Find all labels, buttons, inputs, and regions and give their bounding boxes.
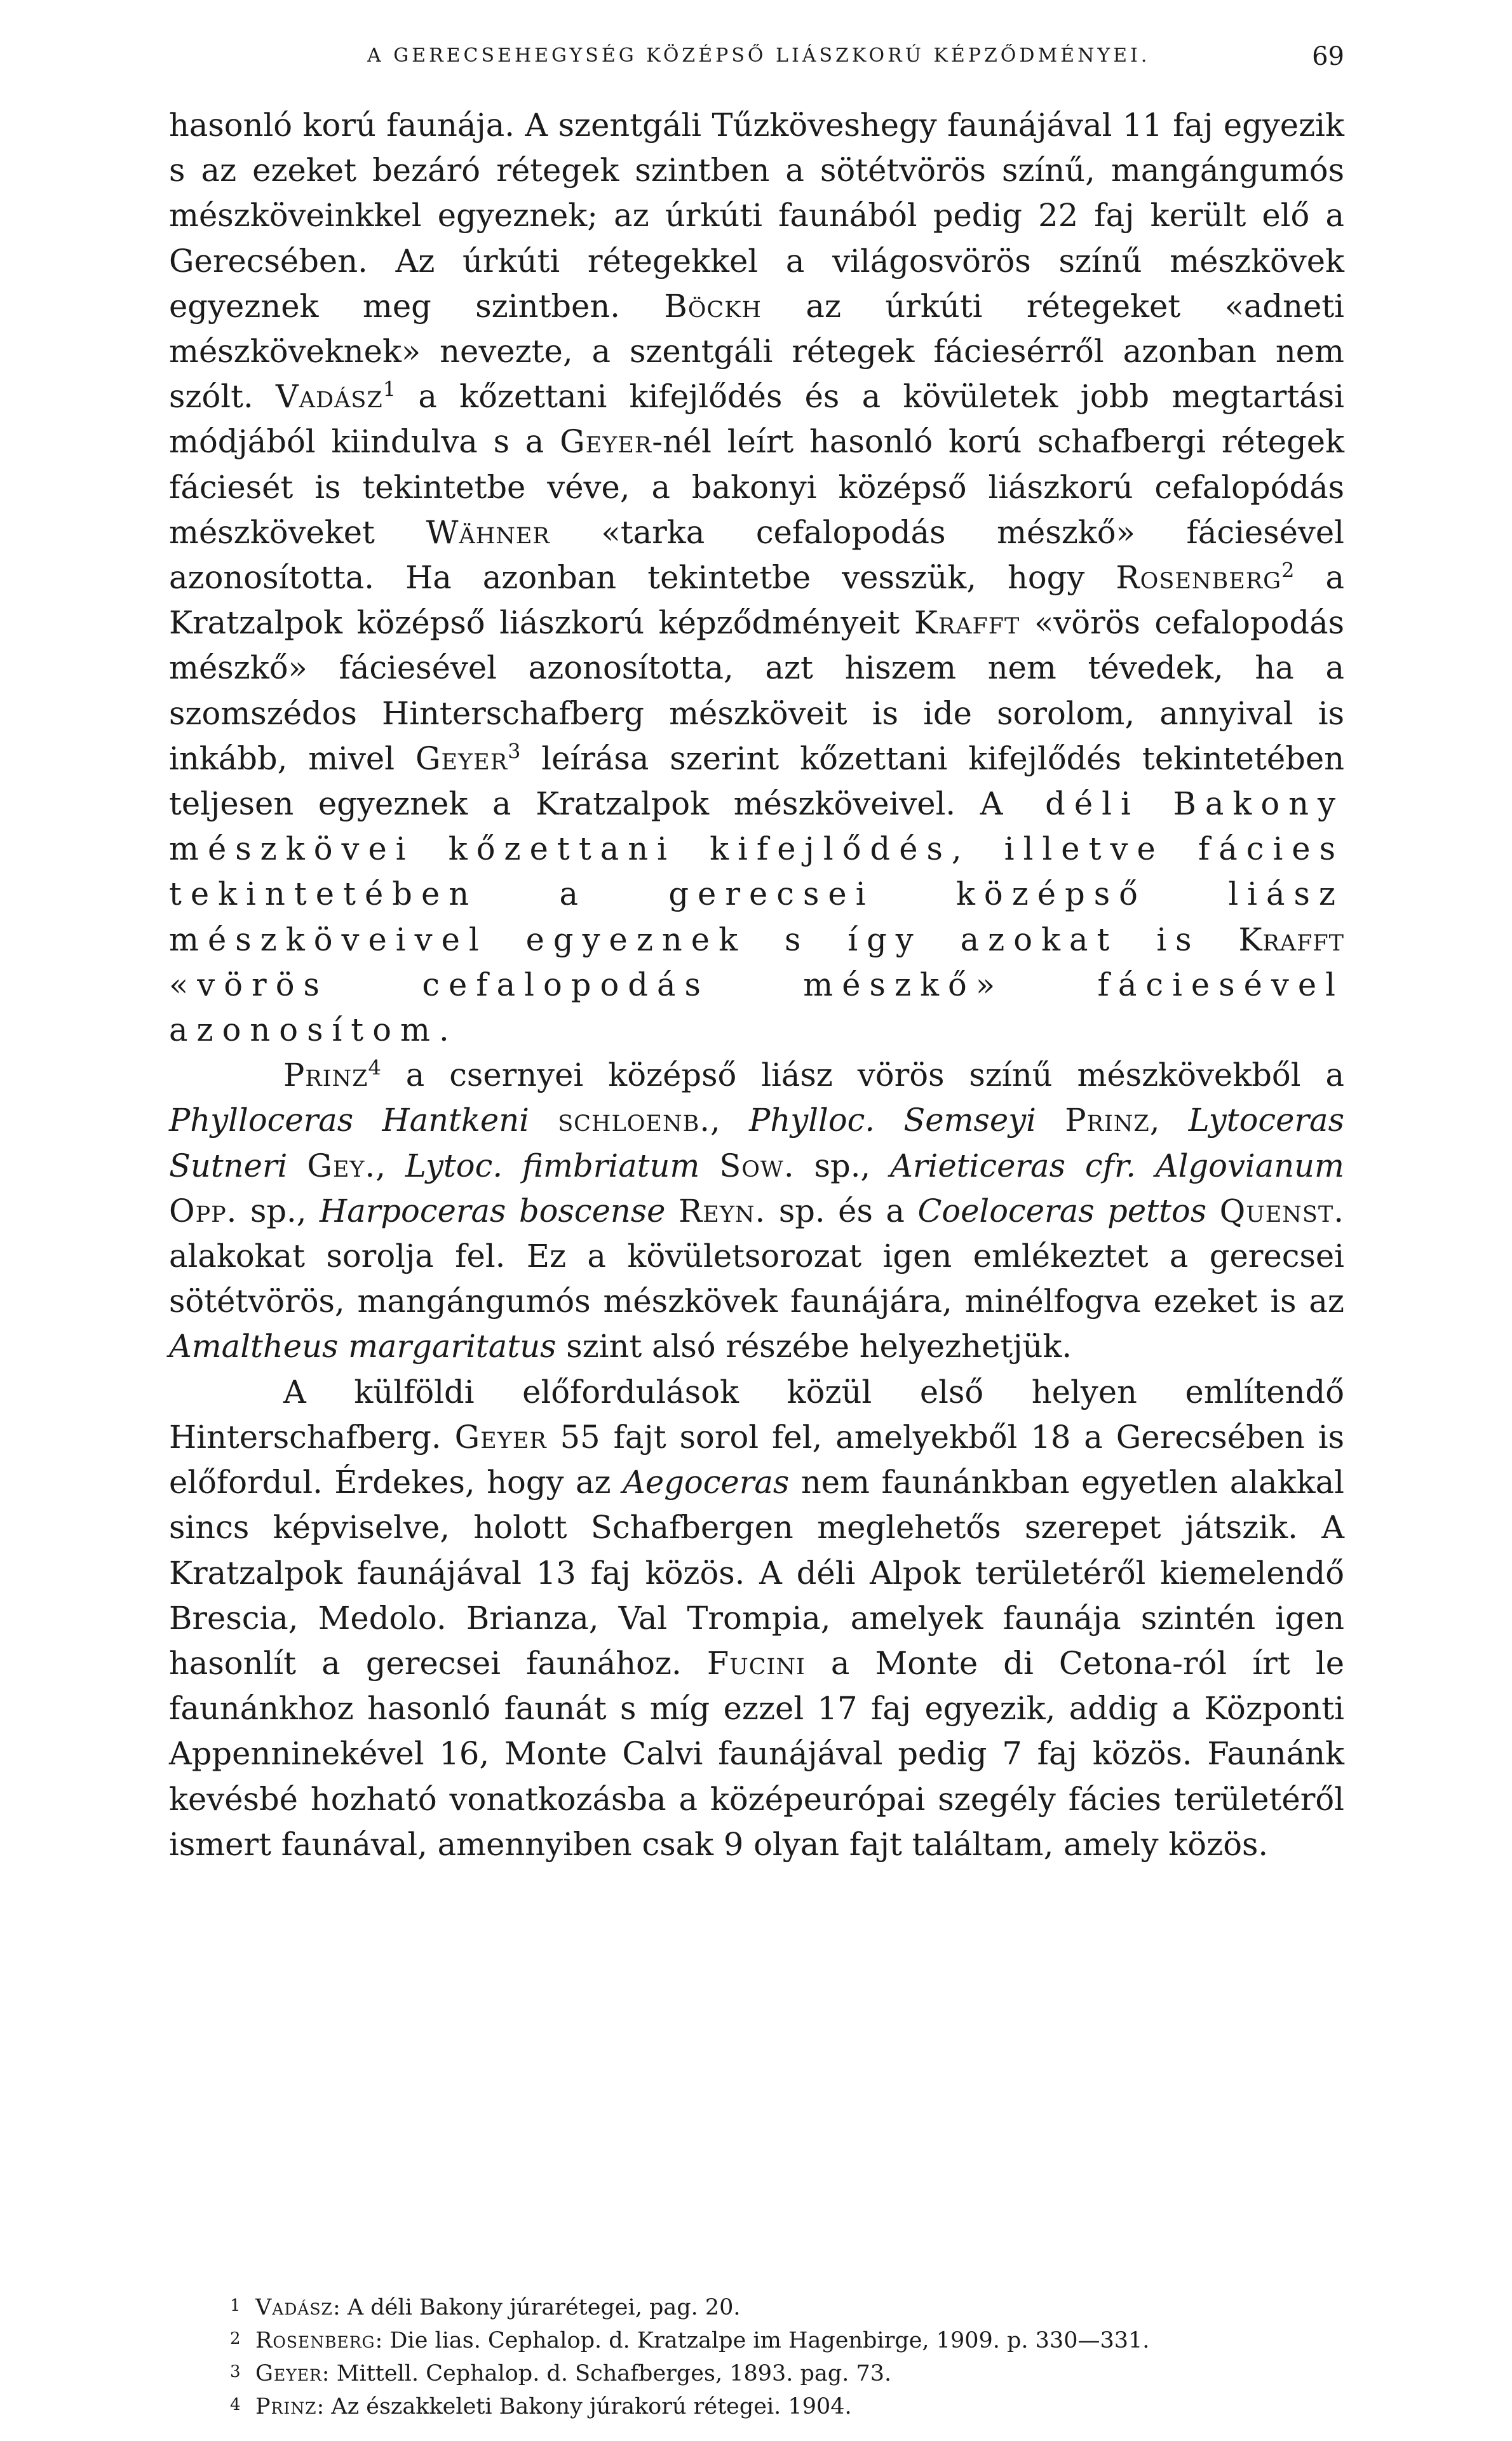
text-run: leírása szerint kőzettani kifejlődés tekintetében teljesen egyeznek a Kratzalpok mészköveivel. (169, 740, 1345, 823)
footnote-4 (169, 2390, 1344, 2423)
paragraph-2 (169, 1053, 1344, 1369)
footnote-2 (169, 2323, 1344, 2356)
text-run: a Kratzalpok középső liászkorú képződményeit (169, 559, 1344, 642)
author-name: Geyer (454, 1418, 547, 1456)
text-run: sp., (794, 1147, 891, 1184)
text-run: az úrkúti rétegeket «adneti mészköveknek» nevezte, a szentgáli rétegek fáciesérről azonban nem szólt. (169, 287, 1344, 416)
paragraph-1 (169, 103, 1344, 1053)
text-run: , (710, 1102, 750, 1139)
species-author: Prinz (1065, 1102, 1150, 1139)
author-name: Prinz (283, 1057, 368, 1094)
footnote-ref-4: 4 (368, 1055, 381, 1080)
text-run: 55 fajt sorol fel, amelyekből 18 a Gerecsében is előfordul. Érdekes, hogy az (169, 1418, 1344, 1501)
text-run: a kőzettani kifejlődés és a kövületek jobb megtartási módjából kiindulva s a (169, 378, 1344, 461)
species-author: Quenst. (1219, 1192, 1344, 1229)
footnote-3 (169, 2356, 1344, 2390)
author-name: Fucini (706, 1644, 806, 1682)
footnote-text: : Die lias. Cephalop. d. Kratzalpe im Hagenbirge, 1909. p. 330—331. (375, 2328, 1150, 2353)
author-name: Böckh (664, 287, 762, 325)
text-run: nem faunánkban egyetlen alakkal sincs képviselve, holott Schafbergen meglehetős szerepet játszik. A Kratzalpok faunájával 13 faj közös. A déli Alpok területéről kiemelendő Brescia, Medolo. Brianza, Val Trompia, amelyek faunája szintén igen hasonlít a gerecsei faunához. (169, 1464, 1344, 1682)
text-run: szint alsó részébe helyezhetjük. (556, 1328, 1072, 1365)
text-run: alakokat sorolja fel. Ez a kövületsorozat igen emlékeztet a gerecsei sötétvörös, mangángumós mészkövek faunájára, minélfogva ezeket is az (169, 1238, 1344, 1320)
author-name: Krafft (1238, 921, 1344, 958)
text-run: a csernyei középső liász vörös színű mészkövekből a (381, 1057, 1344, 1094)
text-run: sp. és a (766, 1192, 918, 1229)
footnote-ref-2: 2 (1281, 558, 1295, 583)
species-author: Opp. (169, 1192, 238, 1229)
text-run: «vörös cefalopodás mészkő» fáciesével azonosította, azt hiszem nem tévedek, ha a szomszédos Hinterschafberg mészköveit is ide sorolom, annyival is inkább, mivel (169, 604, 1344, 777)
footnote-author: Prinz (255, 2394, 317, 2419)
species-author: Gey. (307, 1147, 376, 1184)
text-run: sp., (237, 1192, 320, 1229)
text-run: , (375, 1147, 405, 1184)
text-run: «tarka cefalopodás mészkő» fáciesével azonosította. Ha azonban tekintetbe vesszük, hogy (169, 513, 1344, 597)
footnote-number: 4 (230, 2395, 241, 2414)
spaced-emphasis: A déli Bakony mészkövei kőzettani kifejlődés, illetve fácies tekintetében a gerecsei középső liász mészköveivel egyeznek s így azokat is (169, 785, 1344, 958)
page-number: 69 (1312, 42, 1344, 71)
footnote-ref-3: 3 (508, 739, 521, 764)
species-name: Coeloceras pettos (917, 1192, 1207, 1229)
footnote-ref-1: 1 (382, 377, 396, 402)
author-name: Wähner (426, 513, 550, 551)
footnote-number: 3 (230, 2362, 241, 2381)
footnote-text: : Az északkeleti Bakony júrakorú rétegei. 1904. (316, 2394, 852, 2419)
species-name: Amaltheus margaritatus (169, 1328, 557, 1365)
page-header (169, 37, 1344, 78)
species-name: Lytoceras Sutneri (169, 1102, 1344, 1184)
species-author: Sow. (719, 1147, 795, 1184)
footnotes (169, 2290, 1344, 2423)
text-run: -nél leírt hasonló korú schafbergi rétegek fáciesét is tekintetbe véve, a bakonyi középső liászkorú cefalopódás mészköveket (169, 423, 1344, 551)
spaced-emphasis: «vörös cefalopodás mészkő» fáciesével azonosítom. (169, 966, 1344, 1049)
species-author: schloenb. (558, 1102, 711, 1139)
footnote-text: : A déli Bakony júrarétegei, pag. 20. (332, 2295, 741, 2320)
author-name: Vadász (276, 378, 383, 416)
species-name: Arieticeras cfr. Algovianum (890, 1147, 1344, 1184)
paragraph-3 (169, 1370, 1344, 1867)
text-run: hasonló korú faunája. A szentgáli Tűzköveshegy faunájával 11 faj egyezik s az ezeket bezáró rétegek szintben a sötétvörös színű, mangángumós mészköveinkkel egyeznek; az úrkúti faunából pedig 22 faj került elő a Gerecsében. Az úrkúti rétegekkel a világosvörös színű mészkövek egyeznek meg szintben. (169, 107, 1344, 325)
author-name: Geyer (560, 423, 652, 461)
species-author: Reyn. (678, 1192, 766, 1229)
text-run: A külföldi előfordulások közül első helyen említendő Hinterschafberg. (169, 1373, 1344, 1456)
species-name: Phylloc. Semseyi (749, 1102, 1037, 1139)
footnote-number: 1 (230, 2296, 241, 2315)
footnote-text: : Mittell. Cephalop. d. Schafberges, 1893. pag. 73. (321, 2361, 892, 2386)
species-name: Phylloceras Hantkeni (169, 1102, 529, 1139)
author-name: Rosenberg (1116, 559, 1282, 597)
text-run: , (1149, 1102, 1189, 1139)
genus-name: Aegoceras (623, 1464, 790, 1501)
footnote-1 (169, 2290, 1344, 2323)
running-head: A GERECSEHEGYSÉG KÖZÉPSŐ LIÁSZKORÚ KÉPZŐDMÉNYEI. (367, 44, 1151, 67)
footnote-number: 2 (230, 2329, 241, 2348)
species-name: Lytoc. fimbriatum (405, 1147, 700, 1184)
footnote-author: Vadász (255, 2295, 333, 2320)
footnote-author: Rosenberg (255, 2328, 375, 2353)
species-name: Harpoceras boscense (320, 1192, 666, 1229)
body-text (169, 103, 1344, 1867)
text-run: a Monte di Cetona-ról írt le faunánkhoz hasonló faunát s míg ezzel 17 faj egyezik, addig a Központi Appenninekével 16, Monte Calvi faunájával pedig 7 faj közös. Faunánk kevésbé hozható vonatkozásba a középeurópai szegély fácies területéről ismert faunával, amennyiben csak 9 olyan fajt találtam, amely közös. (169, 1644, 1344, 1863)
author-name: Krafft (914, 604, 1020, 642)
footnote-author: Geyer (255, 2361, 322, 2386)
author-name: Geyer (415, 740, 508, 777)
